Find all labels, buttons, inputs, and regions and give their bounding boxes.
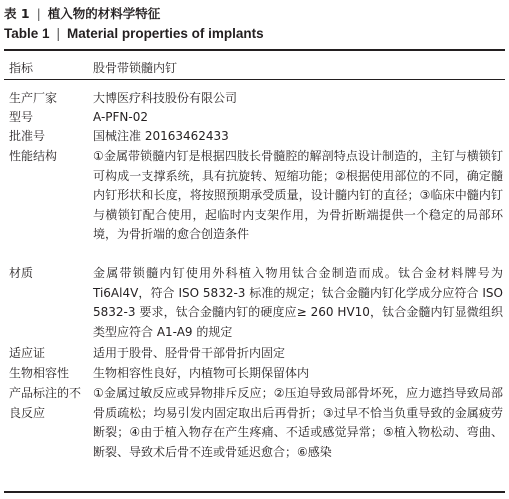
header-label-cell: 指标 xyxy=(9,61,34,75)
table-bottom-rule xyxy=(4,491,505,493)
row-value: ①金属过敏反应或异物排斥反应；②压迫导致局部骨坏死，应力遮挡导致局部骨质疏松；均易引发内固定取出后再骨折；③过早不恰当负重导致的金属疲劳断裂；④由于植入物存在产生疼痛、不适或感觉异常；⑤植入物松动、弯曲、断裂、导致术后骨不连或骨延迟愈合；⑥感染 xyxy=(93,386,503,459)
table-caption-chinese xyxy=(4,4,160,22)
row-label: 材质 xyxy=(9,266,34,280)
row-label: 批准号 xyxy=(9,129,46,143)
row-value: 生物相容性良好，内植物可长期保留体内 xyxy=(93,366,310,380)
row-value: 适用于股骨、胫骨骨干部骨折内固定 xyxy=(93,346,286,360)
row-value: 大博医疗科技股份有限公司 xyxy=(93,91,238,105)
table-caption-english xyxy=(4,26,264,41)
header-value-cell: 股骨带锁髓内钉 xyxy=(93,61,178,75)
caption-cn-title: 植入物的材料学特征 xyxy=(47,6,161,21)
caption-cn-label: 表 1 xyxy=(4,6,30,21)
row-label: 适应证 xyxy=(9,346,46,360)
caption-en-title: Material properties of implants xyxy=(67,26,264,41)
row-label: 产品标注的不良反应 xyxy=(9,386,82,420)
row-value: 国械注准 20163462433 xyxy=(93,129,229,143)
row-label: 生物相容性 xyxy=(9,366,70,380)
table-header-rule xyxy=(4,79,505,80)
table-top-rule xyxy=(4,49,505,51)
caption-divider: | xyxy=(36,6,41,21)
row-label: 生产厂家 xyxy=(9,91,58,105)
row-value: A-PFN-02 xyxy=(93,110,148,124)
row-label: 性能结构 xyxy=(9,149,58,163)
caption-en-label: Table 1 xyxy=(4,26,50,41)
caption-divider: | xyxy=(56,26,61,41)
row-value: ①金属带锁髓内钉是根据四肢长骨髓腔的解剖特点设计制造的，主钉与横锁钉可构成一支撑系统，具有抗旋转、短缩功能；②根据使用部位的不同，确定髓内钉形状和长度，将按照预期承受质量，设计髓内钉的直径；③临床中髓内钉与横锁钉配合使用，起临时内支架作用，为骨折断端提供一个稳定的局部环境，为骨折端的愈合创造条件 xyxy=(93,149,503,241)
row-value: 金属带锁髓内钉使用外科植入物用钛合金制造而成。钛合金材料牌号为 Ti6Al4V，符合 ISO 5832-3 标准的规定；钛合金髓内钉化学成分应符合 ISO 5832-3 要求，钛合金髓内钉的硬度应≥ 260 HV10，钛合金髓内钉显微组织类型应符合 A1-A9 的规定 xyxy=(93,266,503,339)
row-label: 型号 xyxy=(9,110,34,124)
